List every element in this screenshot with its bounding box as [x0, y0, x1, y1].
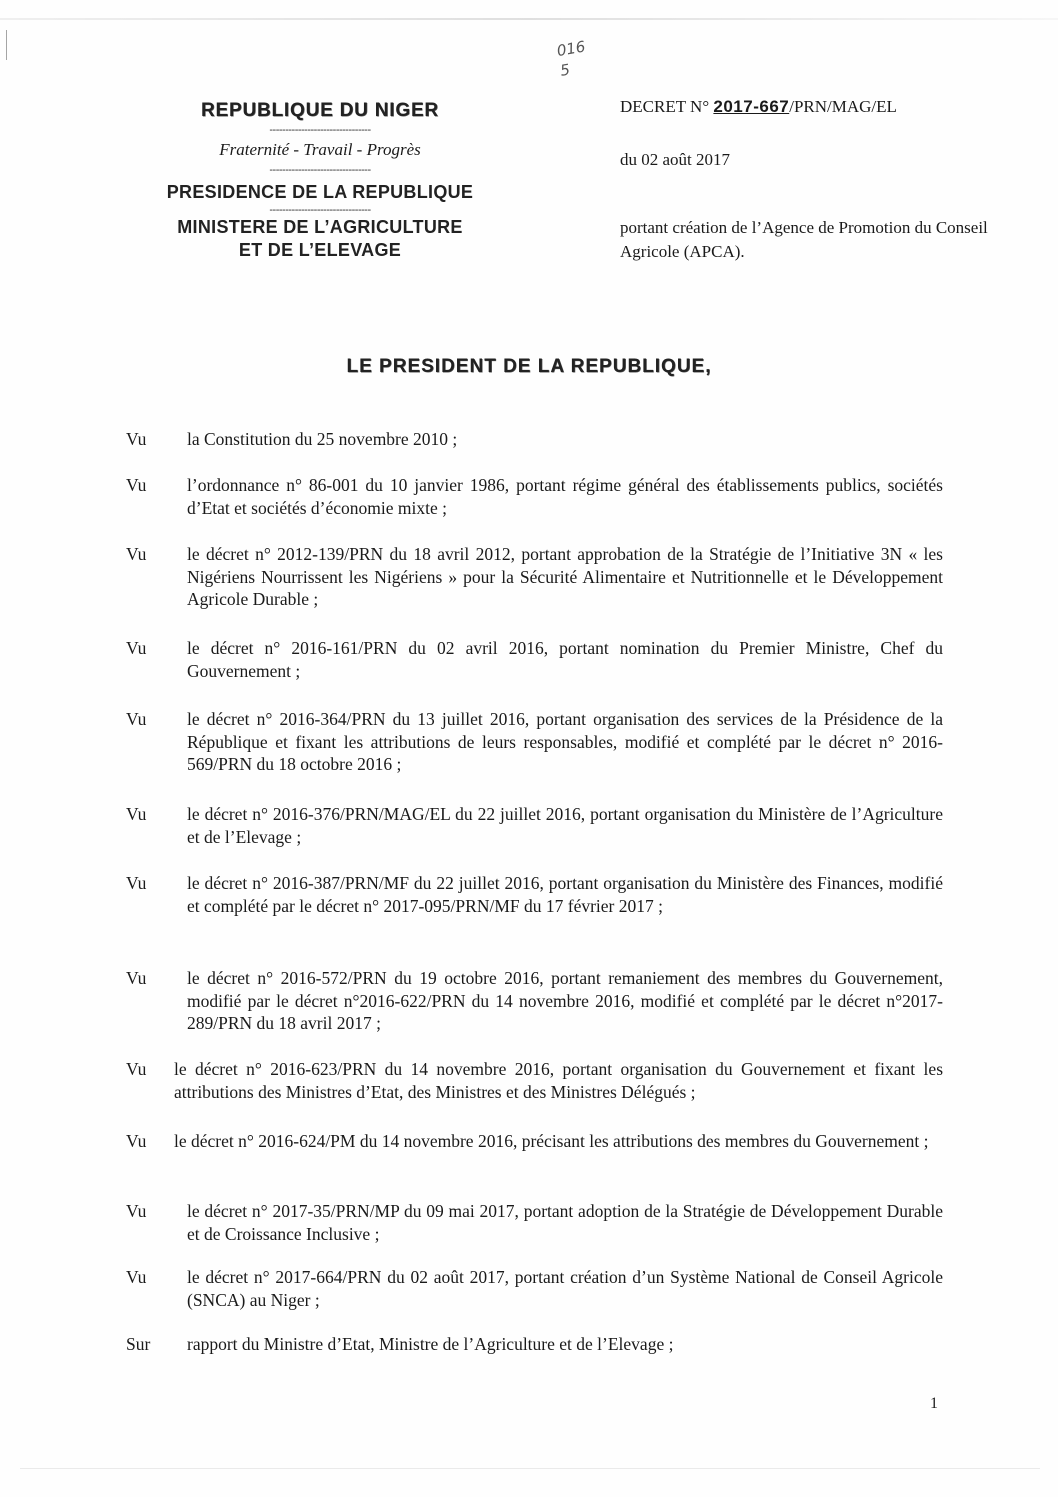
decree-reference [620, 94, 1020, 120]
visa-label: Vu [126, 1131, 147, 1151]
visa-label: Vu [126, 544, 147, 564]
separator-2: -------------------------------- [269, 164, 371, 176]
national-motto: Fraternité - Travail - Progrès [219, 140, 421, 159]
visa-label: Vu [126, 1059, 147, 1079]
visa-text: l’ordonnance n° 86-001 du 10 janvier 1986, portant régime général des établissements publics, sociétés d’Etat et sociétés d’économie mixte ; [187, 475, 943, 518]
handwritten-line-1: 016 [555, 37, 587, 61]
separator-1: -------------------------------- [269, 124, 371, 136]
page-number: 1 [930, 1395, 938, 1412]
decree-object: portant création de l’Agence de Promotion du Conseil Agricole (APCA). [620, 218, 988, 261]
visa-text: le décret n° 2016-624/PM du 14 novembre 2016, précisant les attributions des membres du Gouvernement ; [174, 1131, 929, 1151]
decree-suffix: /PRN/MAG/EL [789, 97, 897, 116]
visa-label: Vu [126, 709, 147, 729]
visa-text: le décret n° 2016-376/PRN/MAG/EL du 22 juillet 2016, portant organisation du Ministère de l’Agriculture et de l’Elevage ; [187, 804, 943, 847]
republic-title: REPUBLIQUE DU NIGER [201, 100, 439, 121]
visa-text: le décret n° 2017-35/PRN/MP du 09 mai 2017, portant adoption de la Stratégie de Développement Durable et de Croissance Inclusive ; [187, 1201, 943, 1244]
decree-number: 2017-667 [713, 97, 790, 116]
separator-3: -------------------------------- [269, 204, 371, 216]
visa-text: rapport du Ministre d’Etat, Ministre de l’Agriculture et de l’Elevage ; [187, 1334, 674, 1354]
visa-label: Vu [126, 638, 147, 658]
ministere-line-1: MINISTERE DE L’AGRICULTURE [177, 217, 463, 237]
visa-text: la Constitution du 25 novembre 2010 ; [187, 429, 458, 449]
visa-label: Vu [126, 968, 147, 988]
visa-label: Vu [126, 429, 147, 449]
scan-edge-left [6, 30, 7, 60]
visa-text: le décret n° 2016-387/PRN/MF du 22 juillet 2016, portant organisation du Ministère des Finances, modifié et complété par le décret n° 2017-095/PRN/MF du 17 février 2017 ; [187, 873, 943, 916]
decree-prefix: DECRET N° [620, 97, 710, 116]
header-right [620, 94, 1020, 264]
visa-label: Vu [126, 475, 147, 495]
decree-date: du 02 août 2017 [620, 150, 731, 169]
handwritten-line-2: 5 [558, 60, 572, 80]
presidence-title: PRESIDENCE DE LA REPUBLIQUE [166, 182, 474, 202]
ministere-line-2: ET DE L’ELEVAGE [238, 240, 402, 260]
header-left [140, 98, 500, 262]
scan-edge-top [0, 18, 1058, 20]
visa-text: le décret n° 2016-572/PRN du 19 octobre 2016, portant remaniement des membres du Gouvernement, modifié par le décret n°2016-622/PRN du 14 novembre 2016, modifié et complété par le décret n°2017-289/PRN du 18 avril 2017 ; [187, 968, 943, 1033]
visa-text: le décret n° 2012-139/PRN du 18 avril 2012, portant approbation de la Stratégie de l’Initiative 3N « les Nigériens Nourrissent les Nigériens » pour la Sécurité Alimentaire et Nutritionnelle et le Développement Agricole Durable ; [187, 544, 943, 609]
visa-text: le décret n° 2016-623/PRN du 14 novembre 2016, portant organisation du Gouvernement et fixant les attributions des Ministres d’Etat, des Ministres et des Ministres Délégués ; [174, 1059, 943, 1102]
visa-text: le décret n° 2017-664/PRN du 02 août 2017, portant création d’un Système National de Conseil Agricole (SNCA) au Niger ; [187, 1267, 943, 1310]
visa-label: Vu [126, 1267, 147, 1287]
visa-label: Vu [126, 873, 147, 893]
visa-label: Vu [126, 1201, 147, 1221]
visa-label: Sur [126, 1334, 151, 1354]
visa-text: le décret n° 2016-161/PRN du 02 avril 2016, portant nomination du Premier Ministre, Chef du Gouvernement ; [187, 638, 943, 681]
handwritten-annotation [555, 35, 599, 98]
scan-edge-bottom [20, 1468, 1040, 1469]
president-heading: LE PRESIDENT DE LA REPUBLIQUE, [346, 356, 712, 377]
visa-text: le décret n° 2016-364/PRN du 13 juillet 2016, portant organisation des services de la Présidence de la République et fixant les attributions de leurs responsables, modifié et complété par le décret n° 2016-569/PRN du 18 octobre 2016 ; [187, 709, 943, 774]
visa-label: Vu [126, 804, 147, 824]
